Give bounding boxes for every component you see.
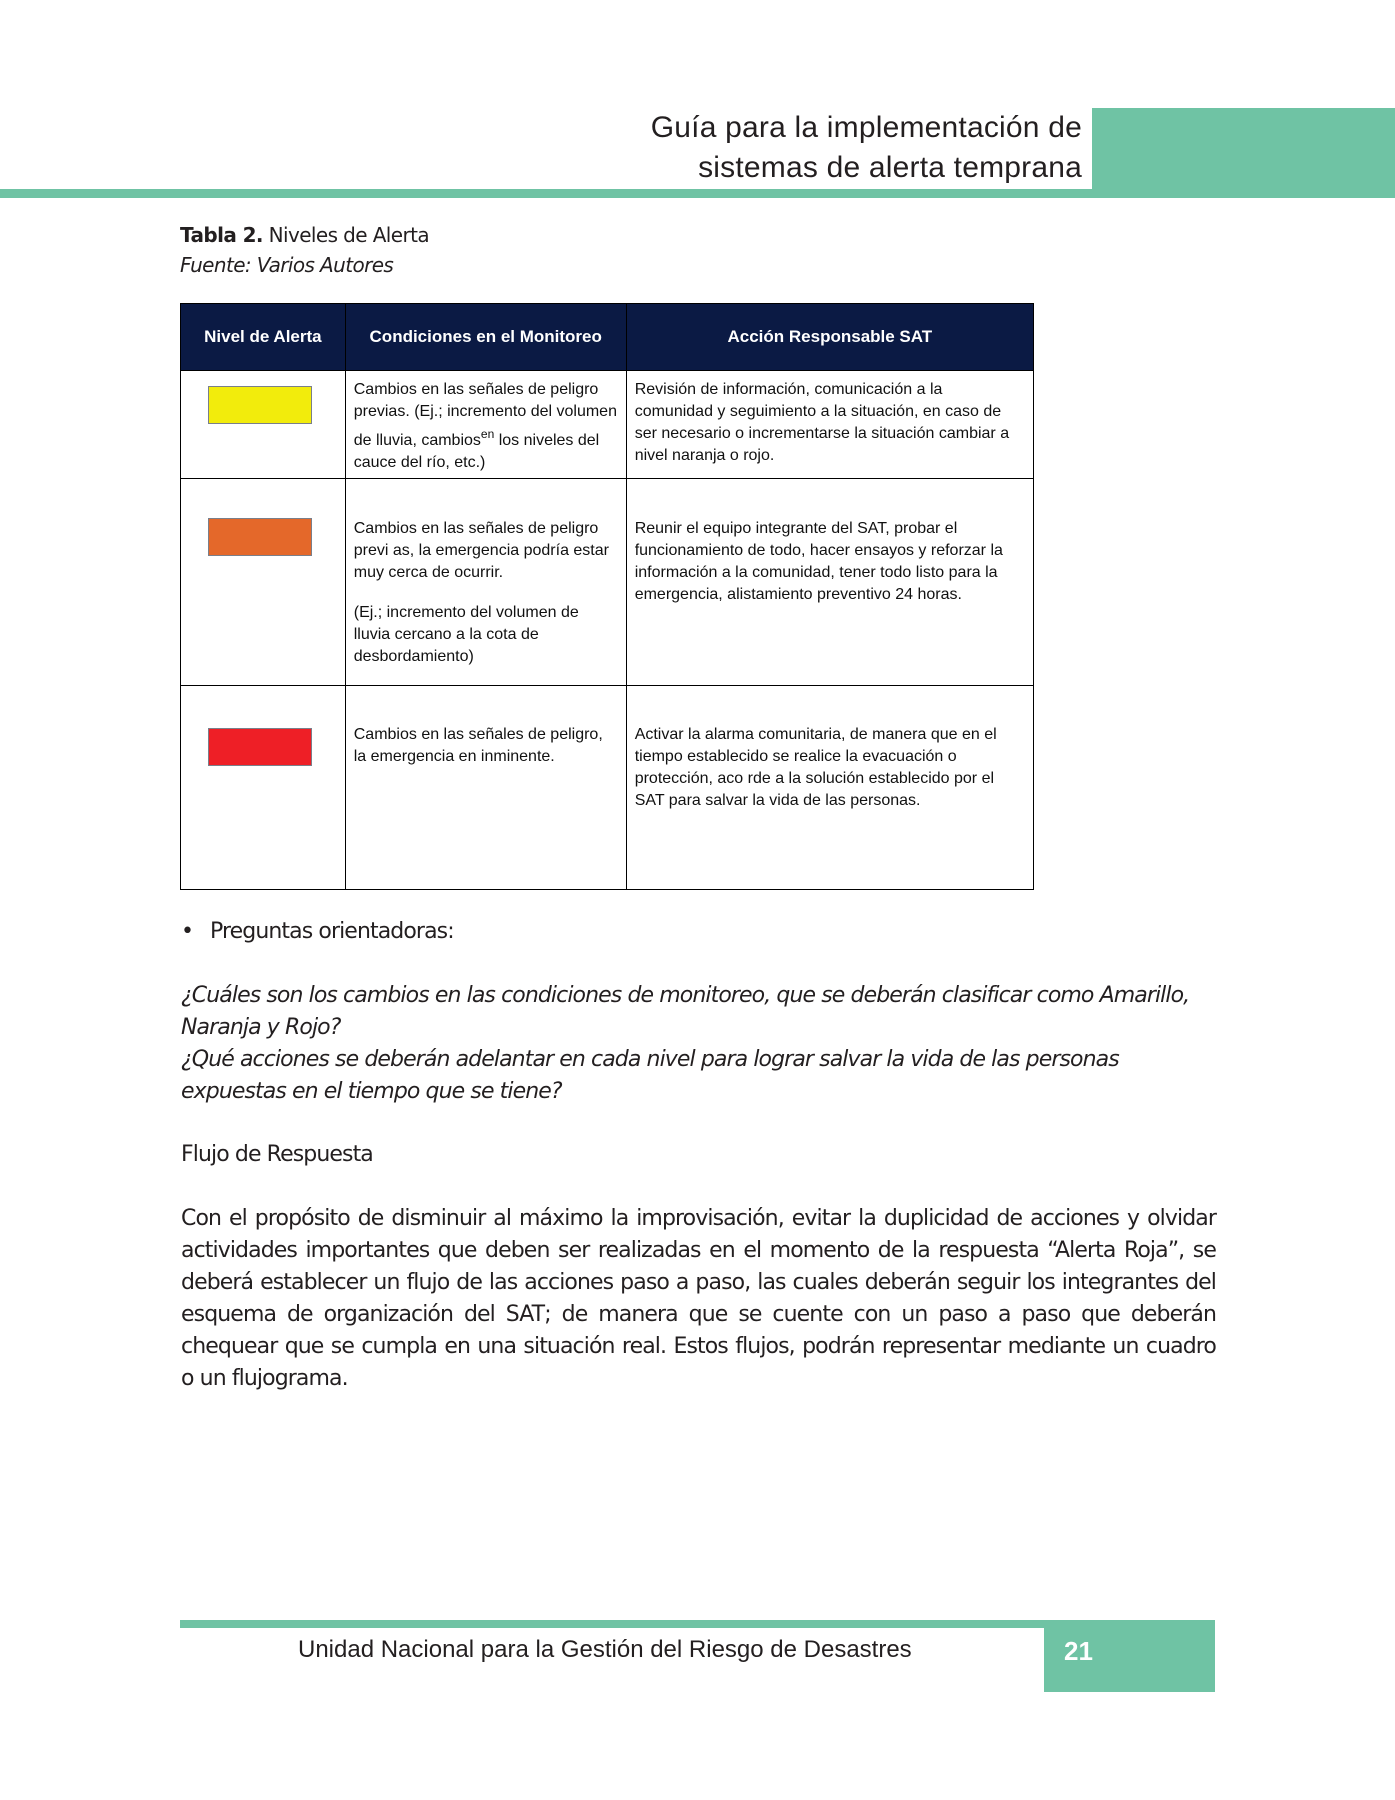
conditions-text: Cambios en las señales de peligro, la emergencia en inminente. bbox=[353, 726, 603, 765]
guiding-questions-label: Preguntas orientadoras: bbox=[210, 919, 454, 944]
header-accent-block bbox=[1092, 108, 1395, 198]
alert-level-cell bbox=[181, 686, 346, 890]
guiding-questions bbox=[181, 980, 1216, 1108]
table-caption bbox=[180, 220, 429, 280]
action-cell bbox=[626, 479, 1033, 686]
conditions-cell bbox=[345, 686, 626, 890]
red-alert-swatch bbox=[208, 728, 312, 766]
running-header-line-1: Guía para la implementación de bbox=[650, 111, 1082, 144]
action-cell bbox=[626, 371, 1033, 479]
bullet-icon: • bbox=[181, 919, 194, 944]
footer-organization: Unidad Nacional para la Gestión del Riesgo de Desastres bbox=[298, 1636, 912, 1663]
action-text: Revisión de información, comunicación a la comunidad y seguimiento a la situación, en caso de ser necesario o incrementarse la situación cambiar a nivel naranja o rojo. bbox=[634, 381, 1010, 464]
table-caption-title: Niveles de Alerta bbox=[262, 223, 429, 247]
alert-level-cell bbox=[181, 371, 346, 479]
conditions-example: (Ej.; incremento del volumen de lluvia cercano a la cota de desbordamiento) bbox=[353, 604, 579, 665]
section-title: Flujo de Respuesta bbox=[181, 1142, 373, 1167]
header-accent-bar bbox=[0, 189, 1395, 198]
column-header-action: Acción Responsable SAT bbox=[626, 304, 1033, 371]
running-header-line-2: sistemas de alerta temprana bbox=[698, 151, 1082, 184]
conditions-superscript: en bbox=[480, 427, 495, 441]
conditions-text: Cambios en las señales de peligro previ as, la emergencia podría estar muy cerca de ocurrir. bbox=[353, 520, 609, 581]
table-source: Fuente: Varios Autores bbox=[180, 253, 394, 277]
conditions-text: Cambios en las señales de peligro previas. (Ej.; incremento del volumen de lluvia, cambios bbox=[353, 381, 617, 449]
section-paragraph: Con el propósito de disminuir al máximo la improvisación, evitar la duplicidad de acciones y olvidar actividades importantes que deben ser realizadas en el momento de la respuesta “Alerta Roja”, se deberá establecer un flujo de las acciones paso a paso, las cuales deberán seguir los integrantes del esquema de organización del SAT; de manera que se cuente con un paso a paso que deberán chequear que se cumpla en una situación real. Estos flujos, podrán representar mediante un cuadro o un flujograma. bbox=[181, 1206, 1216, 1391]
alert-level-cell bbox=[181, 479, 346, 686]
conditions-cell bbox=[345, 479, 626, 686]
question-2: ¿Qué acciones se deberán adelantar en cada nivel para lograr salvar la vida de las personas expuestas en el tiempo que se tiene? bbox=[181, 1047, 1119, 1104]
alert-levels-table bbox=[180, 303, 1034, 890]
action-text: Reunir el equipo integrante del SAT, probar el funcionamiento de todo, hacer ensayos y reforzar la información a la comunidad, tener todo listo para la emergencia, alistamiento preventivo 24 horas. bbox=[634, 520, 1003, 603]
running-header-title bbox=[651, 108, 1082, 188]
column-header-conditions: Condiciones en el Monitoreo bbox=[345, 304, 626, 371]
action-cell bbox=[626, 686, 1033, 890]
guiding-questions-bullet bbox=[181, 916, 1216, 948]
action-text: Activar la alarma comunitaria, de manera que en el tiempo establecido se realice la evacuación o protección, aco rde a la solución establecido por el SAT para salvar la vida de las personas. bbox=[634, 726, 997, 809]
conditions-text-cont: los niveles del cauce del río, etc.) bbox=[353, 432, 600, 471]
table-row-red bbox=[181, 686, 1034, 890]
yellow-alert-swatch bbox=[208, 386, 312, 424]
table-caption-label: Tabla 2. bbox=[180, 223, 263, 247]
table-row-orange bbox=[181, 479, 1034, 686]
column-header-alert-level: Nivel de Alerta bbox=[181, 304, 346, 371]
conditions-cell bbox=[345, 371, 626, 479]
table-row-yellow bbox=[181, 371, 1034, 479]
page-number: 21 bbox=[1064, 1636, 1093, 1666]
question-1: ¿Cuáles son los cambios en las condiciones de monitoreo, que se deberán clasificar como Amarillo, Naranja y Rojo? bbox=[181, 983, 1190, 1040]
orange-alert-swatch bbox=[208, 518, 312, 556]
table-header-row bbox=[181, 304, 1034, 371]
